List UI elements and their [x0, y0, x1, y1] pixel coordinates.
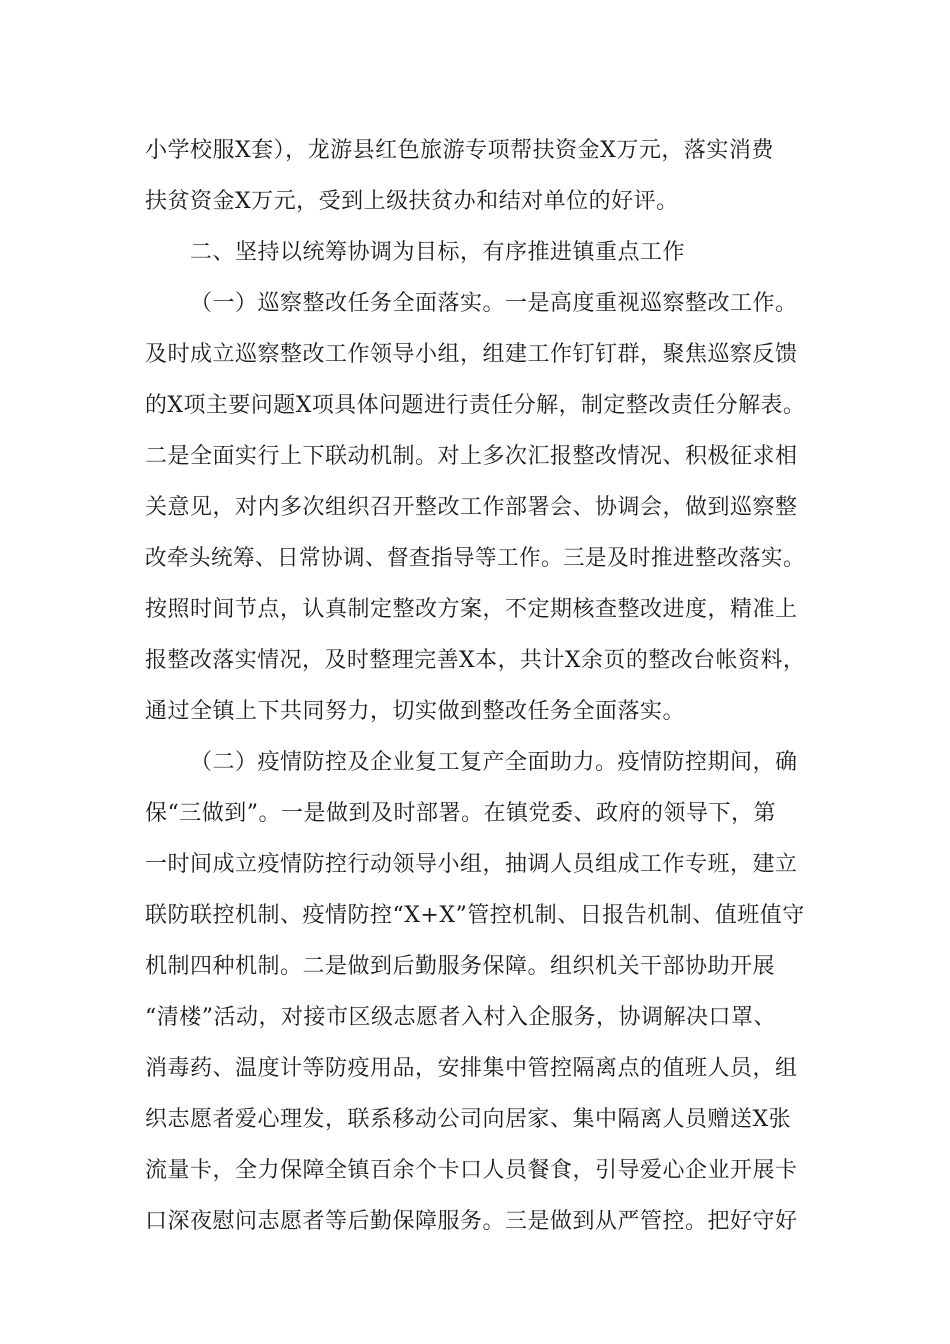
text-line: 报整改落实情况，及时整理完善X本，共计X余页的整改台帐资料，: [145, 648, 806, 673]
text-line: 改牵头统筹、日常协调、督查指导等工作。三是及时推进整改落实。: [145, 546, 806, 571]
text-line: 小学校服X套），龙游县红色旅游专项帮扶资金X万元，落实消费: [145, 138, 774, 163]
text-line: 机制四种机制。二是做到后勤服务保障。组织机关干部协助开展: [145, 954, 776, 979]
text-line: 的X项主要问题X项具体问题进行责任分解，制定整改责任分解表。: [145, 393, 806, 418]
text-line: 扶贫资金X万元，受到上级扶贫办和结对单位的好评。: [145, 189, 679, 214]
text-line: 保“三做到”。一是做到及时部署。在镇党委、政府的领导下，第: [145, 801, 776, 826]
text-line: 口深夜慰问志愿者等后勤保障服务。三是做到从严管控。把好守好: [145, 1209, 798, 1234]
text-line: 通过全镇上下共同努力，切实做到整改任务全面落实。: [145, 699, 686, 724]
text-line: “清楼”活动，对接市区级志愿者入村入企服务，协调解决口罩、: [145, 1005, 776, 1030]
text-line: 及时成立巡察整改工作领导小组，组建工作钉钉群，聚焦巡察反馈: [145, 342, 798, 367]
text-line: 联防联控机制、疫情防控“X+X”管控机制、日报告机制、值班值守: [145, 903, 805, 928]
text-line: 一时间成立疫情防控行动领导小组，抽调人员组成工作专班，建立: [145, 852, 798, 877]
text-line: 关意见，对内多次组织召开整改工作部署会、协调会，做到巡察整: [145, 495, 798, 520]
paragraph-start: （一）巡察整改任务全面落实。一是高度重视巡察整改工作。: [190, 291, 798, 316]
section-heading: 二、坚持以统筹协调为目标，有序推进镇重点工作: [190, 240, 686, 265]
text-line: 织志愿者爱心理发，联系移动公司向居家、集中隔离人员赠送X张: [145, 1107, 792, 1132]
text-line: 消毒药、温度计等防疫用品，安排集中管控隔离点的值班人员，组: [145, 1056, 798, 1081]
paragraph-start: （二）疫情防控及企业复工复产全面助力。疫情防控期间，确: [190, 750, 798, 775]
text-line: 流量卡，全力保障全镇百余个卡口人员餐食，引导爱心企业开展卡: [145, 1158, 798, 1183]
text-line: 按照时间节点，认真制定整改方案，不定期核查整改进度，精准上: [145, 597, 798, 622]
text-line: 二是全面实行上下联动机制。对上多次汇报整改情况、积极征求相: [145, 444, 798, 469]
